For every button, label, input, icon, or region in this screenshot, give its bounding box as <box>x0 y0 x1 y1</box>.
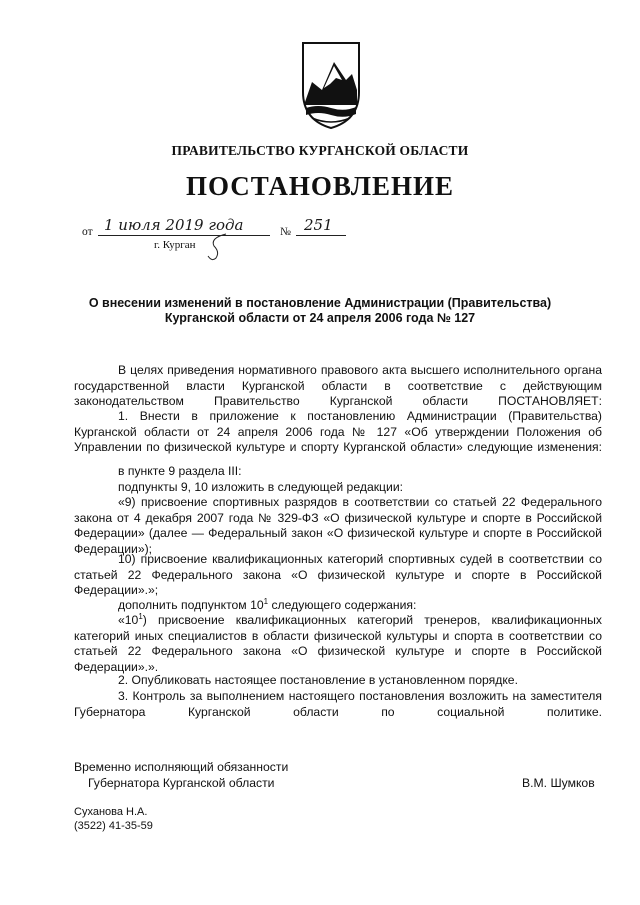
number-label: № <box>280 226 291 238</box>
sub101-sup: 1 <box>138 611 143 621</box>
subject-line-1: О внесении изменений в постановление Администрации (Правительства) <box>88 296 552 310</box>
handwritten-number: 251 <box>304 216 333 234</box>
sub101-text: ) присвоение квалификационных категорий тренеров, квалификационных категорий иных специалистов в области физической культуры и спорта в соответствии со статьей 22 Федерального закона «О физической культуре и спорте в Российской Федерации».». <box>74 613 602 674</box>
signature-flourish-icon <box>196 232 236 262</box>
city-label: г. Курган <box>154 239 196 251</box>
paragraph-subpoint-10: 10) присвоение квалификационных категорий спортивных судей в соответствии со статьей 22 Федерального закона «О физической культуре и спорте в Российской Федерации».»; <box>74 552 602 597</box>
paragraph-subpoints: подпункты 9, 10 изложить в следующей редакции: <box>118 480 404 494</box>
document-subject <box>60 296 580 326</box>
paragraph-intro: В целях приведения нормативного правового акта высшего исполнительного органа государственной власти Курганской области в соответствие с действующим законодательством Правительство Курганской области ПОСТАНОВЛЯЕТ: <box>74 363 602 408</box>
coat-of-arms-emblem <box>300 40 362 130</box>
number-field <box>296 216 346 236</box>
signatory-name: В.М. Шумков <box>522 776 595 790</box>
paragraph-add-subpoint <box>118 598 416 614</box>
paragraph-item-1: 1. Внести в приложение к постановлению Администрации (Правительства) Курганской области от 24 апреля 2006 года № 127 «Об утверждении Положения об Управлении по физической культуре и спорту Курганской области» следующие изменения: <box>74 409 602 454</box>
sub101-open: «10 <box>118 613 139 627</box>
add-sup: 1 <box>263 596 269 606</box>
subject-line-2: Курганской области от 24 апреля 2006 года № 127 <box>164 311 476 325</box>
date-field <box>98 216 270 236</box>
executor-name: Суханова Н.А. <box>74 806 148 818</box>
signatory-position-line-2: Губернатора Курганской области <box>88 776 275 790</box>
date-from-label: от <box>82 226 93 238</box>
paragraph-item-3: 3. Контроль за выполнением настоящего постановления возложить на заместителя Губернатора Курганской области по социальной политике. <box>74 689 602 719</box>
document-type-title: ПОСТАНОВЛЕНИЕ <box>185 171 455 201</box>
signatory-position-line-1: Временно исполняющий обязанности <box>74 760 289 774</box>
government-name: ПРАВИТЕЛЬСТВО КУРГАНСКОЙ ОБЛАСТИ <box>171 143 469 158</box>
add-text: дополнить подпунктом 10 <box>118 598 264 612</box>
executor-phone: (3522) 41-35-59 <box>74 820 153 832</box>
paragraph-subpoint-10-1 <box>74 613 602 675</box>
paragraph-subpoint-9: «9) присвоение спортивных разрядов в соответствии со статьей 22 Федерального закона от 4 декабря 2007 года № 329-ФЗ «О физической культуре и спорте в Российской Федерации» (далее — Федеральный закон «О физической культуре и спорте в Российской Федерации»); <box>74 495 602 556</box>
paragraph-point-9: в пункте 9 раздела III: <box>118 464 242 478</box>
add-tail: следующего содержания: <box>268 598 417 612</box>
paragraph-item-2: 2. Опубликовать настоящее постановление в установленном порядке. <box>118 673 518 687</box>
handwritten-date: 1 июля 2019 года <box>104 216 244 234</box>
